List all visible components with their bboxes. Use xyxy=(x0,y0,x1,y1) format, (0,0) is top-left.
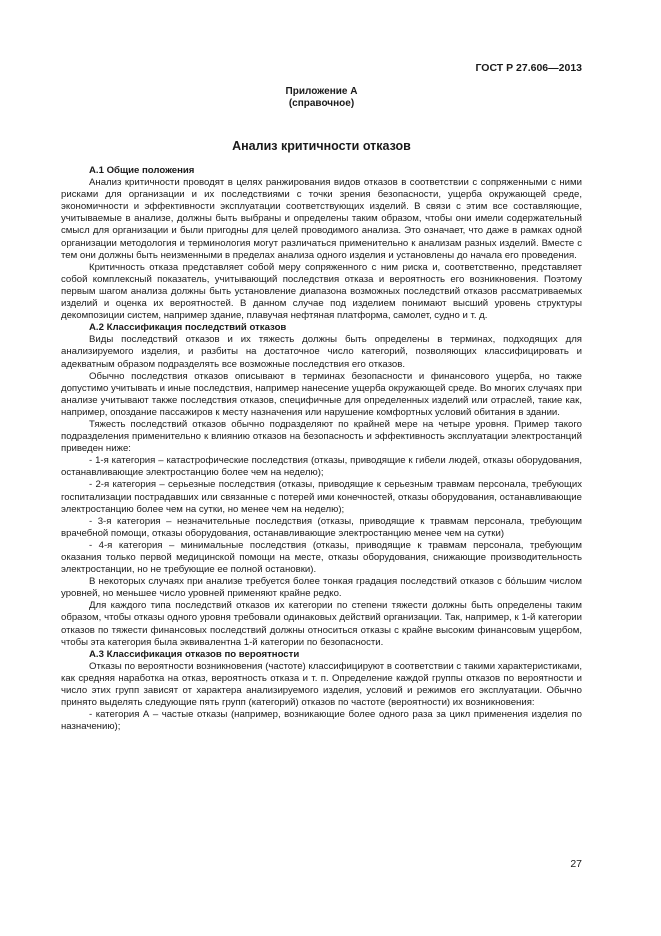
paragraph: Для каждого типа последствий отказов их категории по степени тяжести должны быть определены таким образом, чтобы отказы одного уровня требовали одинаковых действий организации. Так, например, к 1-й категории отказов по тяжести финансовых последствий должны относиться отказы с крайне высоким финансовым ущербом, чтобы эта категория была эквивалентна 1-й категории по безопасности. xyxy=(61,600,582,648)
paragraph: Тяжесть последствий отказов обычно подразделяют по крайней мере на четыре уровня. Пример такого подразделения применительно к влиянию отказов на безопасность и эффективность эксплуатации электростанций приведен ниже: xyxy=(61,418,582,455)
list-item: - 1-я категория – катастрофические последствия (отказы, приводящие к гибели людей, отказы оборудования, останавливающие электростанцию более чем на неделю); xyxy=(61,455,582,479)
list-item: - 2-я категория – серьезные последствия (отказы, приводящие к серьезным травмам персонала, требующих госпитализации пострадавших или связанные с потерей ими конечностей, отказы оборудования, останавливающие электростанцию более чем на сутки, но менее чем на неделю); xyxy=(61,479,582,515)
appendix-subtitle: (справочное) xyxy=(288,98,355,109)
paragraph: Анализ критичности проводят в целях ранжирования видов отказов в соответствии с сопряженными с ними рисками для организации и их последствиями с точки зрения безопасности, ущерба окружающей среде, экономичности и эффективности эксплуатации соответствующих изделий. В связи с этим все составляющие, учитываемые в анализе, должны быть выбраны и определены таким образом, чтобы они имели содержательный смысл для организации и были пригодны для целей проводимого анализа. Это означает, что даже в рамках одной организации методология и терминология могут различаться применительно к анализам разных изделий. Вместе с тем они должны быть неизменными в пределах анализа одного изделия и установлены до начала его проведения. xyxy=(61,177,582,261)
paragraph: Отказы по вероятности возникновения (частоте) классифицируют в соответствии с такими характеристиками, как средняя наработка на отказ, вероятность отказа и т. п. Определение каждой группы отказов по вероятности и число этих групп зависят от характера анализируемого изделия, условий и режимов его эксплуатации. Обычно принято выделять следующие пять групп (категорий) отказов по частоте (вероятности) их возникновения: xyxy=(61,660,582,709)
paragraph: В некоторых случаях при анализе требуется более тонкая градация последствий отказов с бо́льшим числом уровней, но меньшее число уровней применяют крайне редко. xyxy=(61,576,582,600)
section-heading: А.2 Классификация последствий отказов xyxy=(89,322,287,334)
paragraph: Виды последствий отказов и их тяжесть должны быть определены в терминах, подходящих для анализируемого изделия, и разбиты на достаточное число категорий, позволяющих классифицировать и адекватным образом подразделять все возможные последствия его отказов. xyxy=(61,334,582,370)
standard-code: ГОСТ Р 27.606—2013 xyxy=(475,62,582,74)
document-body xyxy=(61,165,582,733)
list-item: - 3-я категория – незначительные последствия (отказы, приводящие к травмам персонала, требующим врачебной помощи, отказы оборудования, останавливающие электростанцию менее чем на сутки) xyxy=(61,515,582,539)
paragraph: Обычно последствия отказов описывают в терминах безопасности и финансового ущерба, но также допустимо учитывать и иные последствия, например нанесение ущерба окружающей среде. Во многих случаях при анализе учитывают также последствия отказов, специфичные для определенных изделий или отраслей, такие как, например, опоздание пассажиров к месту назначения или нарушение комфортных условий обитания в здании. xyxy=(61,370,582,418)
document-title: Анализ критичности отказов xyxy=(232,139,411,153)
appendix-header xyxy=(61,86,582,110)
section-heading: А.1 Общие положения xyxy=(89,165,195,176)
section-heading: А.3 Классификация отказов по вероятности xyxy=(89,648,300,660)
page-number: 27 xyxy=(570,858,582,870)
appendix-title: Приложение А xyxy=(285,86,358,97)
list-item: - 4-я категория – минимальные последствия (отказы, приводящие к травмам персонала, требующим оказания только первой медицинской помощи на месте, отказы оборудования, снижающие производительность электростанции, но не требующие ее полной остановки). xyxy=(61,539,582,576)
list-item: - категория А – частые отказы (например, возникающие более одного раза за цикл применения изделия по назначению); xyxy=(61,709,582,733)
paragraph: Критичность отказа представляет собой меру сопряженного с ним риска и, соответственно, представляет собой комплексный показатель, учитывающий последствия отказа и вероятность его возникновения. Поэтому первым шагом анализа должны быть установление диапазона возможных последствий отказов рассматриваемых изделий и оценка их вероятностей. В данном случае под изделием понимают высший уровень структуры декомпозиции систем, например здание, плавучая нефтяная платформа, самолет, судно и т. д. xyxy=(61,261,582,322)
